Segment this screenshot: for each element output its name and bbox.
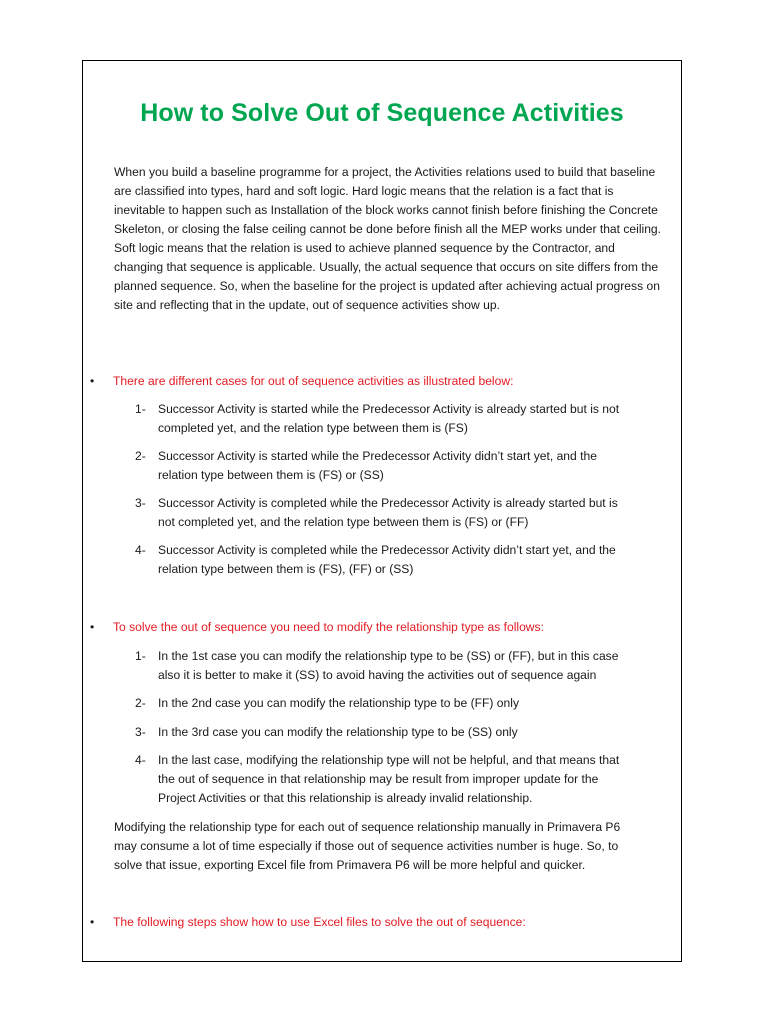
list-item-number: 2- [135, 696, 146, 710]
list-item [135, 751, 635, 808]
bullet-icon: • [90, 620, 95, 634]
list-item-number: 1- [135, 649, 146, 663]
list-item-number: 3- [135, 496, 146, 510]
list-item [135, 541, 635, 579]
list-item-number: 4- [135, 753, 146, 767]
list-item [135, 694, 635, 713]
section-solve-heading: To solve the out of sequence you need to modify the relationship type as follows: [113, 620, 544, 634]
list-item-number: 3- [135, 725, 146, 739]
solutions-list [135, 647, 635, 685]
cases-list [135, 447, 635, 485]
section-steps-heading: The following steps show how to use Excel files to solve the out of sequence: [113, 915, 526, 929]
bullet-icon: • [90, 915, 95, 929]
list-item-text: In the 1st case you can modify the relationship type to be (SS) or (FF), but in this case also it is better to make it (SS) to avoid having the activities out of sequence again [158, 649, 619, 682]
cases-list [135, 494, 635, 532]
intro-paragraph: When you build a baseline programme for a project, the Activities relations used to build that baseline are classified into types, hard and soft logic. Hard logic means that the relation is a fact that is inevitable to happen such as Installation of the block works cannot finish before finishing the Concrete Skeleton, or closing the false ceiling cannot be done before finish all the MEP works under that ceiling. Soft logic means that the relation is used to achieve planned sequence by the Contractor, and changing that sequence is applicable. Usually, the actual sequence that occurs on site differs from the planned sequence. So, when the baseline for the project is updated after achieving actual progress on site and reflecting that in the update, out of sequence activities show up. [114, 165, 662, 312]
section-cases-heading: There are different cases for out of sequence activities as illustrated below: [113, 374, 514, 388]
list-item [135, 494, 635, 532]
list-item-text: In the 3rd case you can modify the relationship type to be (SS) only [158, 725, 518, 739]
solutions-list [135, 723, 635, 742]
solutions-list [135, 694, 635, 713]
list-item [135, 447, 635, 485]
list-item-text: Successor Activity is started while the Predecessor Activity is already started but is not completed yet, and the relation type between them is (FS) [158, 402, 620, 435]
list-item-text: Successor Activity is completed while the Predecessor Activity didn’t start yet, and the relation type between them is (FS), (FF) or (SS) [158, 543, 616, 576]
cases-list [135, 541, 635, 579]
list-item-number: 2- [135, 449, 146, 463]
excel-note-paragraph: Modifying the relationship type for each out of sequence relationship manually in Primavera P6 may consume a lot of time especially if those out of sequence activities number is huge. So, to solve that issue, exporting Excel file from Primavera P6 will be more helpful and quicker. [114, 820, 621, 872]
list-item-text: Successor Activity is completed while the Predecessor Activity is already started but is not completed yet, and the relation type between them is (FS) or (FF) [158, 496, 618, 529]
list-item-text: In the 2nd case you can modify the relationship type to be (FF) only [158, 696, 519, 710]
list-item-text: Successor Activity is started while the Predecessor Activity didn’t start yet, and the relation type between them is (FS) or (SS) [158, 449, 597, 482]
list-item [135, 400, 635, 438]
list-item [135, 723, 635, 742]
document-title: How to Solve Out of Sequence Activities [140, 99, 624, 127]
list-item [135, 647, 635, 685]
document-page [82, 60, 682, 962]
list-item-text: In the last case, modifying the relationship type will not be helpful, and that means that the out of sequence in that relationship may be result from improper update for the Project Activities or that this relationship is already invalid relationship. [158, 753, 620, 805]
list-item-number: 1- [135, 402, 146, 416]
bullet-icon: • [90, 374, 95, 388]
solutions-list [135, 751, 635, 808]
cases-list [135, 400, 635, 438]
list-item-number: 4- [135, 543, 146, 557]
